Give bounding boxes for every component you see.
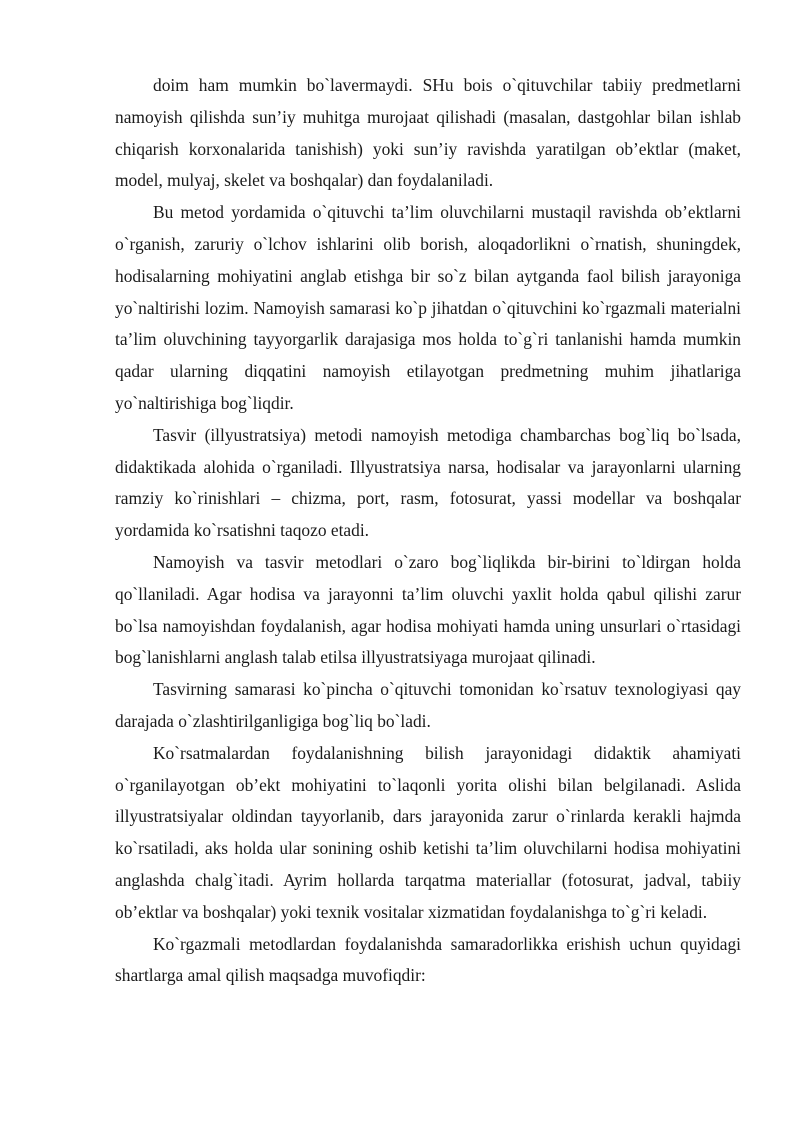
paragraph: Bu metod yordamida o`qituvchi ta’lim oluvchilarni mustaqil ravishda ob’ektlarni o`rganish, zaruriy o`lchov ishlarini olib borish, aloqadorlikni o`rnatish, shuningdek, hodisalarning mohiyatini anglab etishga bir so`z bilan aytganda faol bilish jarayoniga yo`naltirishi lozim. Namoyish samarasi ko`p jihatdan o`qituvchini ko`rgazmali materialni ta’lim oluvchining tayyorgarlik darajasiga mos holda to`g`ri tanlanishi hamda mumkin qadar ularning diqqatini namoyish etilayotgan predmetning muhim jihatlariga yo`naltirishiga bog`liqdir. — [115, 202, 741, 413]
paragraph: Tasvir (illyustratsiya) metodi namoyish metodiga chambarchas bog`liq bo`lsada, didaktikada alohida o`rganiladi. Illyustratsiya narsa, hodisalar va jarayonlarni ularning ramziy ko`rinishlari – chizma, port, rasm, fotosurat, yassi modellar va boshqalar yordamida ko`rsatishni taqozo etadi. — [115, 424, 741, 541]
paragraph: Ko`rgazmali metodlardan foydalanishda samaradorlikka erishish uchun quyidagi shartlarga amal qilish maqsadga muvofiqdir: — [115, 933, 741, 986]
paragraph: Namoyish va tasvir metodlari o`zaro bog`liqlikda bir-birini to`ldirgan holda qo`llaniladi. Agar hodisa va jarayonni ta’lim oluvchi yaxlit holda qabul qilishi zarur bo`lsa namoyishdan foydalanish, agar hodisa mohiyati hamda uning unsurlari o`rtasidagi bog`lanishlarni anglash talab etilsa illyustratsiyaga murojaat qilinadi. — [115, 551, 741, 668]
document-page — [115, 70, 741, 992]
paragraph: Ko`rsatmalardan foydalanishning bilish jarayonidagi didaktik ahamiyati o`rganilayotgan ob’ekt mohiyatini to`laqonli yorita olishi bilan belgilanadi. Aslida illyustratsiyalar oldindan tayyorlanib, dars jarayonida zarur o`rinlarda kerakli hajmda ko`rsatiladi, aks holda ular sonining oshib ketishi ta’lim oluvchilarni hodisa mohiyatini anglashda chalg`itadi. Ayrim hollarda tarqatma materiallar (fotosurat, jadval, tabiiy ob’ektlar va boshqalar) yoki texnik vositalar xizmatidan foydalanishga to`g`ri keladi. — [115, 742, 741, 922]
paragraph: doim ham mumkin bo`lavermaydi. SHu bois o`qituvchilar tabiiy predmetlarni namoyish qilishda sun’iy muhitga murojaat qilishadi (masalan, dastgohlar bilan ishlab chiqarish korxonalarida tanishish) yoki sun’iy ravishda yaratilgan ob’ektlar (maket, model, mulyaj, skelet va boshqalar) dan foydalaniladi. — [115, 75, 741, 191]
paragraph: Tasvirning samarasi ko`pincha o`qituvchi tomonidan ko`rsatuv texnologiyasi qay darajada o`zlashtirilganligiga bog`liq bo`ladi. — [115, 679, 741, 731]
